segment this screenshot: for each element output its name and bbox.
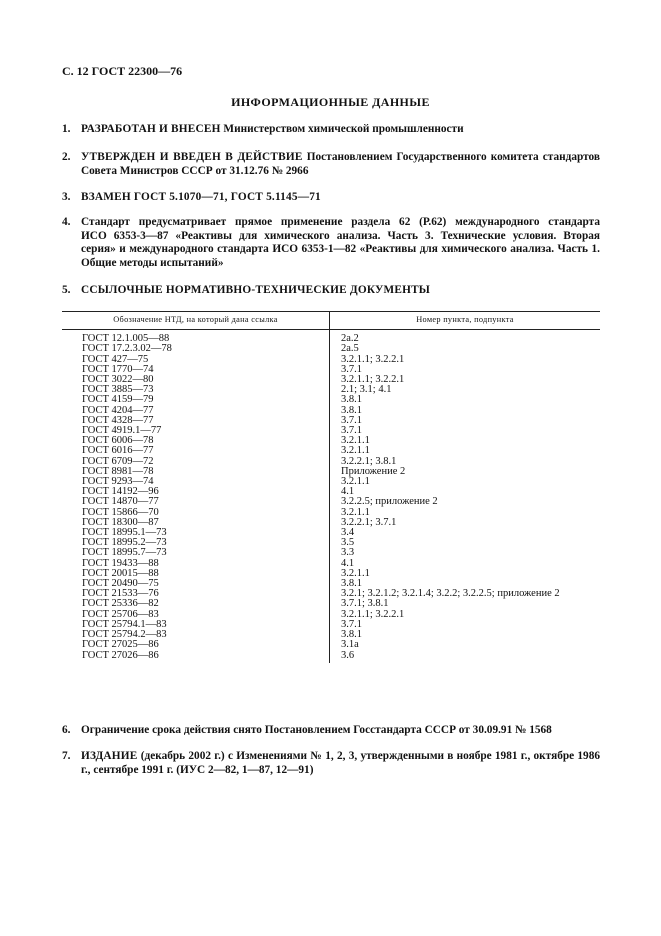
section-title: ИНФОРМАЦИОННЫЕ ДАННЫЕ [231, 95, 430, 109]
item-text: Ограничение срока действия снято Постановлением Госстандарта СССР от 30.09.91 № 1568 [81, 724, 552, 736]
clause-number: 2.1; 3.1; 4.1 [341, 384, 392, 396]
ntd-designation: ГОСТ 6709—72 [62, 457, 330, 467]
clause-number: 2а.5 [341, 343, 359, 355]
item-label: ВЗАМЕН ГОСТ 5.1070—71, ГОСТ 5.1145—71 [81, 191, 321, 203]
item-label: УТВЕРЖДЕН И ВВЕДЕН В ДЕЙСТВИЕ [81, 151, 303, 163]
clause-number: 3.4 [341, 527, 355, 539]
ntd-designation: ГОСТ 9293—74 [62, 477, 330, 487]
clause-number: 3.8.1 [341, 404, 362, 416]
clause-number: 3.7.1 [341, 618, 362, 630]
item-text: (декабрь 2002 г.) с Изменениями № 1, 2, 3, утвержденными в ноябре 1981 г., октябре 1986 г., сентябре 1991 г. (ИУС 2—82, 1—87, 12—91) [81, 750, 600, 776]
ntd-designation: ГОСТ 14192—96 [62, 487, 330, 497]
ntd-designation: ГОСТ 18300—87 [62, 518, 330, 528]
clause-number: 3.2.1.1 [341, 476, 370, 488]
item-text-line: ИСО 6353-3—87 «Реактивы для химического анализа. Часть 3. Технические условия. Вторая [81, 229, 600, 242]
clause-number: 2а.2 [341, 333, 359, 345]
ntd-designation: ГОСТ 6006—78 [62, 436, 330, 446]
clause-number: 3.2.1.1 [341, 506, 370, 518]
ntd-designation: ГОСТ 27026—86 [62, 651, 330, 663]
table-header-row [62, 312, 600, 330]
reference-table [62, 311, 600, 663]
ntd-designation: ГОСТ 18995.7—73 [62, 548, 330, 558]
item-5 [62, 284, 600, 298]
table-row [62, 640, 600, 650]
item-number: 2. [62, 151, 71, 163]
clause-number: 3.8.1 [341, 629, 362, 641]
ntd-designation: ГОСТ 20490—75 [62, 579, 330, 589]
item-number: 5. [62, 284, 71, 296]
clause-number: 3.7.1 [341, 414, 362, 426]
table-row [62, 651, 600, 663]
table-row [62, 330, 600, 345]
ntd-designation: ГОСТ 12.1.005—88 [62, 330, 330, 345]
clause-number: 3.8.1 [341, 578, 362, 590]
ntd-designation: ГОСТ 25706—83 [62, 610, 330, 620]
clause-number: 3.8.1 [341, 394, 362, 406]
page-header: С. 12 ГОСТ 22300—76 [62, 64, 183, 78]
item-3 [62, 191, 600, 205]
ntd-designation: ГОСТ 14870—77 [62, 497, 330, 507]
item-label: ССЫЛОЧНЫЕ НОРМАТИВНО-ТЕХНИЧЕСКИЕ ДОКУМЕНТЫ [81, 284, 431, 296]
clause-number: Приложение 2 [341, 465, 406, 477]
clause-number: 3.7.1 [341, 363, 362, 375]
clause-number: 3.2.1.1; 3.2.2.1 [341, 374, 405, 386]
item-label: ИЗДАНИЕ [81, 750, 138, 762]
ntd-designation: ГОСТ 17.2.3.02—78 [62, 344, 330, 354]
item-4 [62, 216, 600, 270]
ntd-designation: ГОСТ 4159—79 [62, 395, 330, 405]
ntd-designation: ГОСТ 19433—88 [62, 559, 330, 569]
item-number: 6. [62, 724, 71, 736]
column-header-clause: Номер пункта, подпункта [330, 312, 601, 330]
ntd-designation: ГОСТ 18995.2—73 [62, 538, 330, 548]
item-number: 1. [62, 123, 71, 135]
clause-number: 3.2.2.5; приложение 2 [341, 496, 438, 508]
ntd-designation: ГОСТ 4328—77 [62, 416, 330, 426]
clause-number: 3.2.1.1 [341, 567, 370, 579]
clause-number: 3.7.1; 3.8.1 [341, 598, 389, 610]
item-text: Постановлением Государственного комитета стандартов Совета Министров СССР от 31.12.76 № 2966 [81, 151, 600, 177]
ntd-designation: ГОСТ 20015—88 [62, 569, 330, 579]
clause-number: 3.5 [341, 537, 355, 549]
clause-number: 3.2.1.1; 3.2.2.1 [341, 608, 405, 620]
item-text: Министерством химической промышленности [220, 123, 464, 135]
ntd-designation: ГОСТ 25794.1—83 [62, 620, 330, 630]
ntd-designation: ГОСТ 3022—80 [62, 375, 330, 385]
ntd-designation: ГОСТ 6016—77 [62, 446, 330, 456]
item-6 [62, 724, 600, 738]
clause-number: 3.7.1 [341, 425, 362, 437]
ntd-designation: ГОСТ 15866—70 [62, 508, 330, 518]
clause-number: 3.2.2.1; 3.7.1 [341, 516, 397, 528]
item-number: 7. [62, 750, 71, 762]
ntd-designation: ГОСТ 8981—78 [62, 467, 330, 477]
clause-number: 4.1 [341, 557, 355, 569]
item-text-line: серия» и международного стандарта ИСО 6353-1—82 «Реактивы для химического анализа. Часть 1. [81, 243, 600, 255]
ntd-designation: ГОСТ 21533—76 [62, 589, 330, 599]
item-1 [62, 123, 600, 137]
clause-number: 3.6 [341, 649, 355, 661]
item-2 [62, 151, 600, 178]
item-text-line: Стандарт предусматривает прямое применение раздела 62 (Р.62) международного стандарта [81, 216, 600, 228]
item-label: РАЗРАБОТАН И ВНЕСЕН [81, 123, 221, 135]
ntd-designation: ГОСТ 427—75 [62, 355, 330, 365]
item-text-line: Общие методы испытаний» [81, 256, 224, 269]
ntd-designation: ГОСТ 4919.1—77 [62, 426, 330, 436]
ntd-designation: ГОСТ 27025—86 [62, 640, 330, 650]
ntd-designation: ГОСТ 3885—73 [62, 385, 330, 395]
column-header-designation: Обозначение НТД, на который дана ссылка [62, 312, 330, 330]
item-number: 3. [62, 191, 71, 203]
ntd-designation: ГОСТ 25794.2—83 [62, 630, 330, 640]
clause-number: 4.1 [341, 486, 355, 498]
ntd-designation: ГОСТ 4204—77 [62, 406, 330, 416]
ntd-designation: ГОСТ 25336—82 [62, 599, 330, 609]
clause-number: 3.2.1.1; 3.2.2.1 [341, 353, 405, 365]
clause-number: 3.2.1.1 [341, 445, 370, 457]
clause-number: 3.2.1.1 [341, 435, 370, 447]
ntd-designation: ГОСТ 1770—74 [62, 365, 330, 375]
clause-number: 3.2.1; 3.2.1.2; 3.2.1.4; 3.2.2; 3.2.2.5; приложение 2 [341, 588, 560, 600]
clause-number: 3.3 [341, 547, 355, 559]
clause-number: 3.2.2.1; 3.8.1 [341, 455, 397, 467]
table-body [62, 330, 600, 663]
item-7 [62, 750, 600, 777]
clause-number: 3.1а [341, 639, 359, 651]
ntd-designation: ГОСТ 18995.1—73 [62, 528, 330, 538]
item-number: 4. [62, 216, 71, 228]
